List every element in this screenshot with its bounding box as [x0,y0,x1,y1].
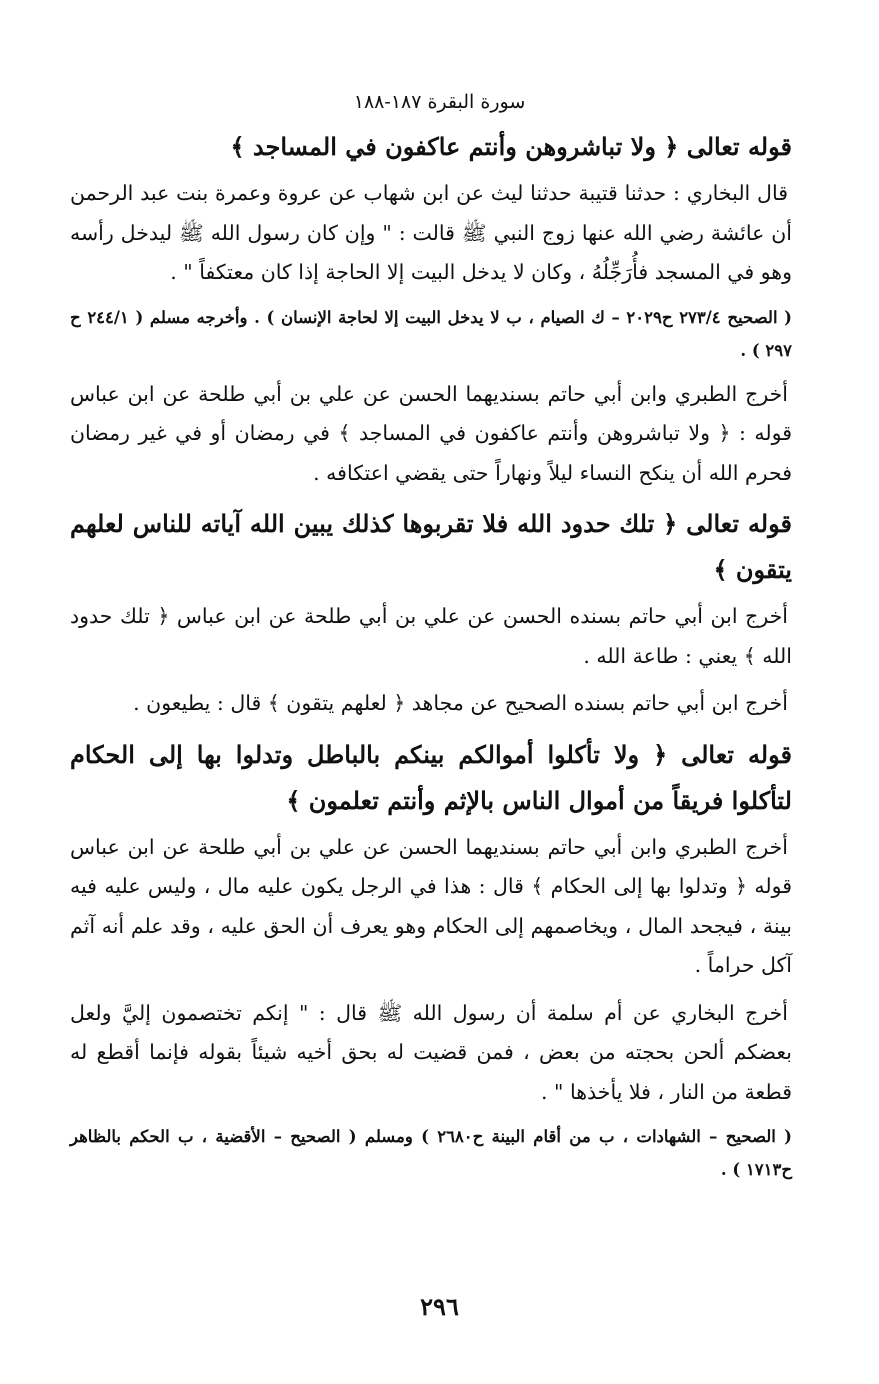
page-number: ٢٩٦ [420,1292,459,1321]
citation-footnote-1: ( الصحيح ٢٧٣/٤ ح٢٠٢٩ – ك الصيام ، ب لا يدخل البيت إلا لحاجة الإنسان ) . وأخرجه مسلم ( ٢٤٤/١ ح ٢٩٧ ) . [70,307,792,360]
tafsir-paragraph-2: أخرج ابن أبي حاتم بسنده الحسن عن علي بن أبي طلحة عن ابن عباس ﴿ تلك حدود الله ﴾ يعني : طاعة الله . [70,604,792,668]
hadith-paragraph-2: أخرج البخاري عن أم سلمة أن رسول الله ﷺ قال : " إنكم تختصمون إليَّ ولعل بعضكم ألحن بحجته من بعض ، فمن قضيت له بحق أخيه شيئاً بقوله فإنما أقطع له قطعة من النار ، فلا يأخذها " . [70,1000,792,1104]
tafsir-paragraph-3: أخرج ابن أبي حاتم بسنده الصحيح عن مجاهد ﴿ لعلهم يتقون ﴾ قال : يطيعون . [133,691,788,715]
tafsir-paragraph-4: أخرج الطبري وابن أبي حاتم بسنديهما الحسن عن علي بن أبي طلحة عن ابن عباس قوله ﴿ وتدلوا بها إلى الحكام ﴾ قال : هذا في الرجل يكون عليه مال ، وليس عليه فيه بينة ، فيجحد المال ، ويخاصمهم إلى الحكام وهو يعرف أن الحق عليه ، وقد علم أنه آثم آكل حراماً . [70,834,792,977]
citation-footnote-2: ( الصحيح – الشهادات ، ب من أقام البينة ح٢٦٨٠ ) ومسلم ( الصحيح – الأقضية ، ب الحكم بالظاهر ح١٧١٣ ) . [70,1127,792,1179]
page-body [70,118,792,1194]
hadith-paragraph-1: قال البخاري : حدثنا قتيبة حدثنا ليث عن ابن شهاب عن عروة وعمرة بنت عبد الرحمن أن عائشة رضي الله عنها زوج النبي ﷺ قالت : " وإن كان رسول الله ﷺ ليدخل رأسه وهو في المسجد فأُرَجِّلُهُ ، وكان لا يدخل البيت إلا الحاجة إذا كان معتكفاً " . [70,181,792,284]
verse-heading-3: قوله تعالى ﴿ ولا تأكلوا أموالكم بينكم بالباطل وتدلوا بها إلى الحكام لتأكلوا فريقاً من أموال الناس بالإثم وأنتم تعلمون ﴾ [70,739,792,815]
running-header: سورة البقرة ١٨٧-١٨٨ [353,91,526,113]
verse-heading-2: قوله تعالى ﴿ تلك حدود الله فلا تقربوها كذلك يبين الله آياته للناس لعلهم يتقون ﴾ [70,509,792,584]
tafsir-paragraph-1: أخرج الطبري وابن أبي حاتم بسنديهما الحسن عن علي بن أبي طلحة عن ابن عباس قوله : ﴿ ولا تباشروهن وأنتم عاكفون في المساجد ﴾ في رمضان أو في غير رمضان فحرم الله أن ينكح النساء ليلاً ونهاراً حتى يقضي اعتكافه . [70,381,792,485]
verse-heading-1: قوله تعالى ﴿ ولا تباشروهن وأنتم عاكفون في المساجد ﴾ [230,132,792,161]
